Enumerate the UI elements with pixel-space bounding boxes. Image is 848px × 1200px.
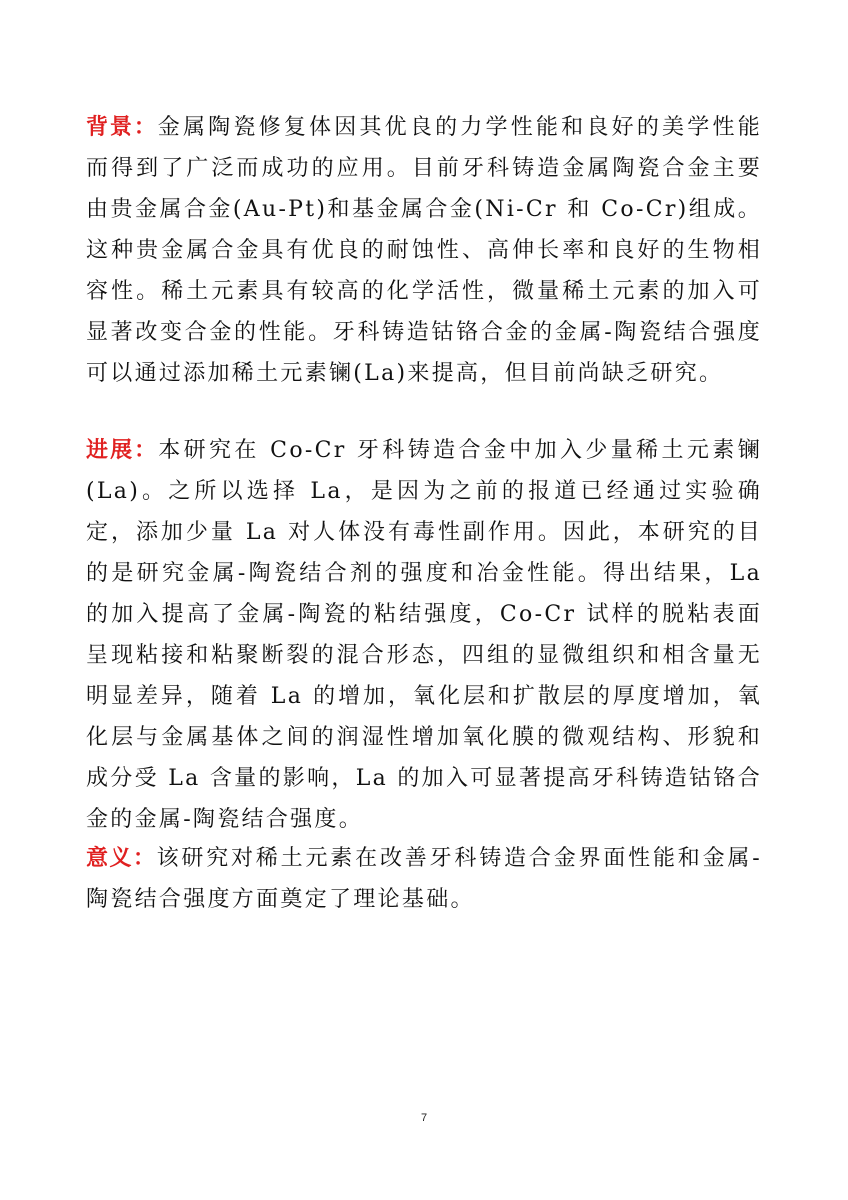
progress-paragraph xyxy=(86,430,762,840)
significance-text: 该研究对稀土元素在改善牙科铸造合金界面性能和金属-陶瓷结合强度方面奠定了理论基础。 xyxy=(86,846,762,912)
background-text: 金属陶瓷修复体因其优良的力学性能和良好的美学性能而得到了广泛而成功的应用。目前牙科铸造金属陶瓷合金主要由贵金属合金(Au-Pt)和基金属合金(Ni-Cr 和 Co-Cr)组成。这种贵金属合金具有优良的耐蚀性、高伸长率和良好的生物相容性。稀土元素具有较高的化学活性，微量稀土元素的加入可显著改变合金的性能。牙科铸造钴铬合金的金属-陶瓷结合强度可以通过添加稀土元素镧(La)来提高，但目前尚缺乏研究。 xyxy=(86,115,762,386)
significance-label: 意义： xyxy=(86,845,157,871)
background-label: 背景： xyxy=(86,114,158,140)
significance-paragraph xyxy=(86,838,762,920)
page-number: 7 xyxy=(420,1112,428,1124)
progress-label: 进展： xyxy=(86,437,159,463)
progress-text: 本研究在 Co-Cr 牙科铸造合金中加入少量稀土元素镧(La)。之所以选择 La，是因为之前的报道已经通过实验确定，添加少量 La 对人体没有毒性副作用。因此，本研究的目的是研究金属-陶瓷结合剂的强度和冶金性能。得出结果，La 的加入提高了金属-陶瓷的粘结强度，Co-Cr 试样的脱粘表面呈现粘接和粘聚断裂的混合形态，四组的显微组织和相含量无明显差异，随着 La 的增加，氧化层和扩散层的厚度增加，氧化层与金属基体之间的润湿性增加氧化膜的微观结构、形貌和成分受 La 含量的影响，La 的加入可显著提高牙科铸造钴铬合金的金属-陶瓷结合强度。 xyxy=(86,438,762,832)
background-paragraph xyxy=(86,107,762,394)
